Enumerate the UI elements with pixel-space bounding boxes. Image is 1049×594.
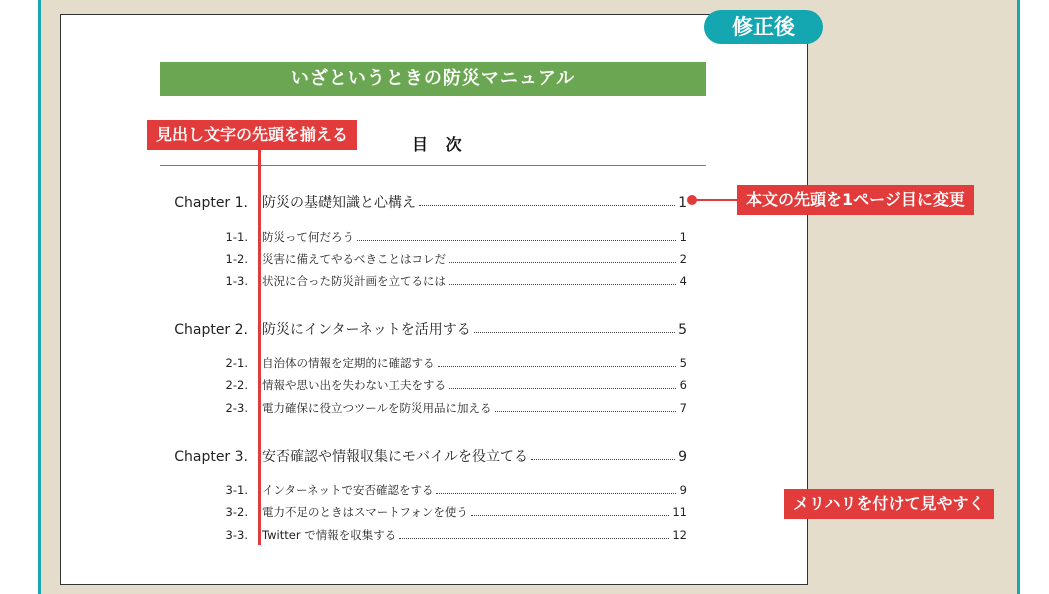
- toc-leader-dots: [357, 240, 676, 241]
- toc-page-number: 11: [672, 505, 687, 519]
- toc-section-row: [160, 229, 687, 245]
- toc-number: Chapter 3.: [174, 449, 248, 465]
- toc-number: 3-2.: [225, 505, 248, 519]
- toc-leader-dots: [449, 388, 676, 389]
- toc-section-row: [160, 504, 687, 520]
- toc-title: 災害に備えてやるべきことはコレだ: [262, 252, 446, 266]
- toc-chapter-row: [160, 446, 687, 466]
- toc-chapter-row: [160, 319, 687, 339]
- document-page: [60, 14, 808, 585]
- toc-leader-dots: [474, 332, 675, 333]
- toc-title: 安否確認や情報収集にモバイルを役立てる: [262, 449, 528, 465]
- toc-leader-dots: [449, 262, 676, 263]
- toc-page-number: 5: [679, 356, 687, 370]
- toc-number: 2-1.: [225, 356, 248, 370]
- toc-leader-dots: [399, 538, 669, 539]
- toc-leader-dots: [419, 205, 675, 206]
- toc-section-row: [160, 400, 687, 416]
- document-title: いざというときの防災マニュアル: [160, 62, 706, 96]
- toc-title: 自治体の情報を定期的に確認する: [262, 356, 435, 370]
- toc-title: 防災って何だろう: [262, 230, 354, 244]
- toc-section-row: [160, 527, 687, 543]
- toc-section-row: [160, 355, 687, 371]
- toc-number: 1-1.: [225, 230, 248, 244]
- toc-number: 3-3.: [225, 528, 248, 542]
- toc-title: 防災の基礎知識と心構え: [262, 195, 416, 211]
- toc-title: 状況に合った防災計画を立てるには: [262, 274, 446, 288]
- toc-page-number: 6: [679, 378, 687, 392]
- heading-align-callout: 見出し文字の先頭を揃える: [147, 120, 357, 150]
- toc-page-number: 9: [679, 483, 687, 497]
- toc-section-row: [160, 482, 687, 498]
- toc-title: インターネットで安否確認をする: [262, 483, 434, 497]
- toc-divider: [160, 165, 706, 166]
- toc-page-number: 12: [672, 528, 687, 542]
- toc-number: 2-2.: [225, 378, 248, 392]
- toc-title: 防災にインターネットを活用する: [262, 322, 471, 338]
- page-start-callout: 本文の先頭を1ページ目に変更: [737, 185, 974, 215]
- toc-title: 電力不足のときはスマートフォンを使う: [262, 505, 468, 519]
- toc-leader-dots: [449, 284, 676, 285]
- toc-leader-dots: [495, 411, 676, 412]
- after-badge: 修正後: [704, 10, 823, 44]
- toc-leader-dots: [438, 366, 677, 367]
- toc-leader-dots: [436, 493, 676, 494]
- toc-page-number: 4: [679, 274, 687, 288]
- toc-number: 2-3.: [225, 401, 248, 415]
- toc-leader-dots: [471, 515, 670, 516]
- toc-page-number: 2: [679, 252, 687, 266]
- toc-section-row: [160, 377, 687, 393]
- toc-section-row: [160, 273, 687, 289]
- toc-number: Chapter 2.: [174, 322, 248, 338]
- toc-number: 3-1.: [225, 483, 248, 497]
- toc-number: Chapter 1.: [174, 195, 248, 211]
- toc-chapter-row: [160, 192, 687, 212]
- toc-page-number: 5: [678, 322, 687, 338]
- toc-number: 1-2.: [225, 252, 248, 266]
- merihari-callout: メリハリを付けて見やすく: [784, 489, 994, 519]
- toc-page-number: 1: [678, 195, 687, 211]
- page-pointer-line: [693, 199, 737, 201]
- toc-title: 電力確保に役立つツールを防災用品に加える: [262, 401, 492, 415]
- toc-section-row: [160, 251, 687, 267]
- toc-leader-dots: [531, 459, 675, 460]
- toc-page-number: 9: [678, 449, 687, 465]
- toc-title: 情報や思い出を失わない工夫をする: [262, 378, 446, 392]
- toc-number: 1-3.: [225, 274, 248, 288]
- toc-page-number: 7: [679, 401, 687, 415]
- toc-heading: 目 次: [412, 135, 468, 154]
- toc-title: Twitter で情報を収集する: [262, 528, 397, 542]
- toc-page-number: 1: [679, 230, 687, 244]
